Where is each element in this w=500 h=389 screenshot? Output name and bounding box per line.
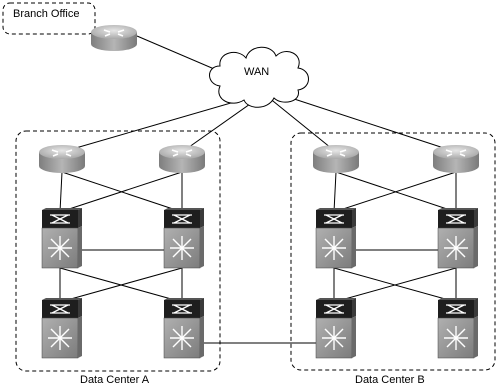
layer2-switch-icon [164,208,204,228]
multilayer-switch-icon [316,316,356,358]
layer2-switch-icon [438,298,478,318]
router-icon [313,145,359,173]
multilayer-switch-icon [42,316,82,358]
layer2-switch-icon [316,298,356,318]
link-rb1-sb1 [334,172,336,212]
data-center-b-label: Data Center B [355,374,425,386]
multilayer-switch-icon [164,316,204,358]
router-icon [39,145,85,173]
switch-stack [42,298,82,358]
layer2-switch-icon [438,208,478,228]
link-ra1-sa1 [60,172,62,212]
multilayer-switch-icon [42,226,82,268]
multilayer-switch-icon [316,226,356,268]
switch-stack [42,208,82,268]
link-wan-rtr-b1 [268,97,336,152]
multilayer-switch-icon [164,226,204,268]
switch-stack [164,208,204,268]
link-wan-rtr-b2 [282,95,456,152]
branch-office-label: Branch Office [13,8,80,20]
multilayer-switch-icon [438,226,478,268]
layer2-switch-icon [316,208,356,228]
layer2-switch-icon [42,208,82,228]
router-icon [159,145,205,173]
wan-label: WAN [244,66,270,78]
switch-stack [438,298,478,358]
layer2-switch-icon [164,298,204,318]
link-wan-rtr-a1 [62,96,255,152]
layer2-switch-icon [42,298,82,318]
multilayer-switch-icon [438,316,478,358]
data-center-a-label: Data Center A [80,374,150,386]
router-icon [433,145,479,173]
router-icon [91,25,137,51]
switch-stack [438,208,478,268]
switch-stack [316,298,356,358]
switch-stack [316,208,356,268]
switch-stack [164,298,204,358]
switches [42,208,478,358]
